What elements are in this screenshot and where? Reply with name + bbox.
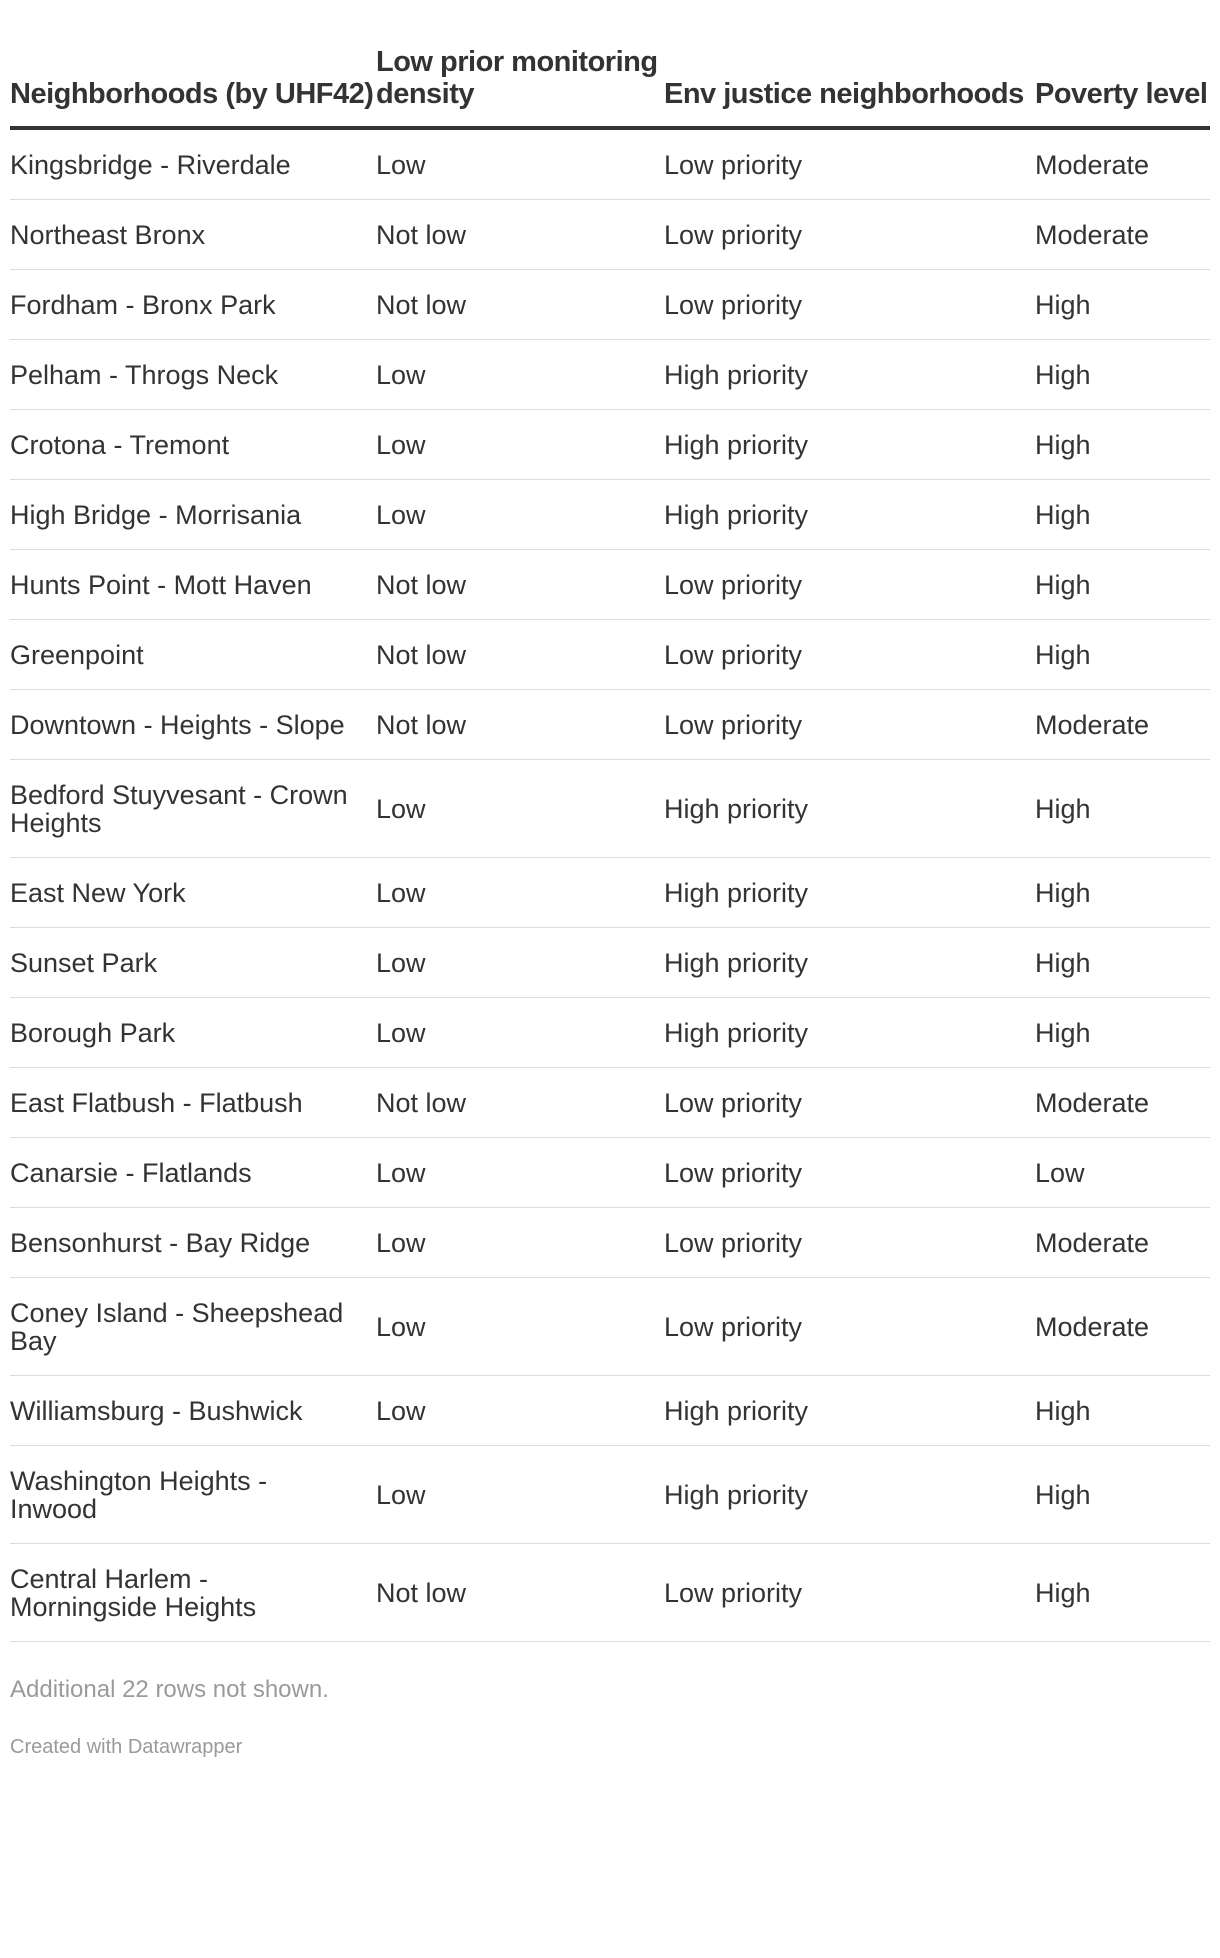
cell-poverty-level: Low <box>1035 1138 1210 1208</box>
cell-monitoring-density: Low <box>376 340 664 410</box>
table-row <box>10 1446 1210 1544</box>
cell-monitoring-density: Low <box>376 1376 664 1446</box>
table-row <box>10 1544 1210 1642</box>
cell-poverty-level: High <box>1035 1446 1210 1544</box>
table-body <box>10 128 1210 1642</box>
cell-poverty-level: Moderate <box>1035 1208 1210 1278</box>
table-row <box>10 760 1210 858</box>
datawrapper-credit[interactable]: Created with Datawrapper <box>10 1736 243 1758</box>
cell-poverty-level: Moderate <box>1035 690 1210 760</box>
cell-env-justice: High priority <box>664 760 1035 858</box>
cell-env-justice: High priority <box>664 858 1035 928</box>
cell-poverty-level: High <box>1035 928 1210 998</box>
cell-neighborhood: Borough Park <box>10 998 376 1068</box>
cell-neighborhood: Bensonhurst - Bay Ridge <box>10 1208 376 1278</box>
table-row <box>10 928 1210 998</box>
cell-poverty-level: High <box>1035 550 1210 620</box>
table-row <box>10 200 1210 270</box>
cell-env-justice: High priority <box>664 1376 1035 1446</box>
cell-neighborhood: Washington Heights - Inwood <box>10 1446 376 1544</box>
cell-env-justice: Low priority <box>664 690 1035 760</box>
column-header-poverty-level[interactable]: Poverty level <box>1035 0 1210 128</box>
table-row <box>10 998 1210 1068</box>
cell-poverty-level: High <box>1035 480 1210 550</box>
table-row <box>10 550 1210 620</box>
cell-neighborhood: Bedford Stuyvesant - Crown Heights <box>10 760 376 858</box>
table-row <box>10 1376 1210 1446</box>
cell-poverty-level: High <box>1035 410 1210 480</box>
table-row <box>10 1208 1210 1278</box>
cell-env-justice: Low priority <box>664 270 1035 340</box>
cell-poverty-level: High <box>1035 620 1210 690</box>
table-row <box>10 690 1210 760</box>
cell-env-justice: High priority <box>664 998 1035 1068</box>
cell-env-justice: High priority <box>664 340 1035 410</box>
cell-monitoring-density: Not low <box>376 690 664 760</box>
cell-monitoring-density: Low <box>376 128 664 200</box>
table-row <box>10 1278 1210 1376</box>
table-header <box>10 0 1210 128</box>
cell-poverty-level: High <box>1035 998 1210 1068</box>
cell-poverty-level: High <box>1035 340 1210 410</box>
table-row <box>10 270 1210 340</box>
header-row <box>10 0 1210 128</box>
cell-neighborhood: Canarsie - Flatlands <box>10 1138 376 1208</box>
cell-monitoring-density: Not low <box>376 620 664 690</box>
cell-neighborhood: Fordham - Bronx Park <box>10 270 376 340</box>
cell-monitoring-density: Not low <box>376 1068 664 1138</box>
cell-neighborhood: Sunset Park <box>10 928 376 998</box>
cell-env-justice: Low priority <box>664 1278 1035 1376</box>
cell-poverty-level: High <box>1035 760 1210 858</box>
cell-poverty-level: High <box>1035 270 1210 340</box>
cell-monitoring-density: Low <box>376 1446 664 1544</box>
cell-neighborhood: East Flatbush - Flatbush <box>10 1068 376 1138</box>
cell-neighborhood: High Bridge - Morrisania <box>10 480 376 550</box>
cell-poverty-level: Moderate <box>1035 200 1210 270</box>
cell-env-justice: Low priority <box>664 1208 1035 1278</box>
table-row <box>10 858 1210 928</box>
cell-neighborhood: Downtown - Heights - Slope <box>10 690 376 760</box>
cell-env-justice: Low priority <box>664 1544 1035 1642</box>
table-row <box>10 1068 1210 1138</box>
cell-env-justice: Low priority <box>664 550 1035 620</box>
cell-neighborhood: East New York <box>10 858 376 928</box>
table-row <box>10 620 1210 690</box>
cell-poverty-level: Moderate <box>1035 1068 1210 1138</box>
cell-neighborhood: Williamsburg - Bushwick <box>10 1376 376 1446</box>
cell-neighborhood: Greenpoint <box>10 620 376 690</box>
table-row <box>10 410 1210 480</box>
table-row <box>10 480 1210 550</box>
cell-monitoring-density: Low <box>376 858 664 928</box>
cell-monitoring-density: Low <box>376 760 664 858</box>
cell-neighborhood: Northeast Bronx <box>10 200 376 270</box>
cell-monitoring-density: Low <box>376 1138 664 1208</box>
cell-poverty-level: High <box>1035 1544 1210 1642</box>
cell-monitoring-density: Low <box>376 1278 664 1376</box>
cell-neighborhood: Pelham - Throgs Neck <box>10 340 376 410</box>
cell-neighborhood: Kingsbridge - Riverdale <box>10 128 376 200</box>
cell-monitoring-density: Low <box>376 1208 664 1278</box>
cell-env-justice: Low priority <box>664 620 1035 690</box>
cell-env-justice: High priority <box>664 410 1035 480</box>
cell-env-justice: Low priority <box>664 128 1035 200</box>
column-header-env-justice[interactable]: Env justice neighborhoods <box>664 0 1035 128</box>
cell-monitoring-density: Not low <box>376 1544 664 1642</box>
table-row <box>10 1138 1210 1208</box>
table-row <box>10 128 1210 200</box>
data-table <box>10 0 1210 1642</box>
cell-poverty-level: Moderate <box>1035 128 1210 200</box>
cell-env-justice: High priority <box>664 1446 1035 1544</box>
cell-monitoring-density: Not low <box>376 270 664 340</box>
cell-neighborhood: Crotona - Tremont <box>10 410 376 480</box>
column-header-monitoring-density[interactable]: Low prior monitoring density <box>376 0 664 128</box>
cell-monitoring-density: Not low <box>376 550 664 620</box>
cell-monitoring-density: Low <box>376 480 664 550</box>
cell-neighborhood: Central Harlem - Morningside Heights <box>10 1544 376 1642</box>
cell-poverty-level: High <box>1035 858 1210 928</box>
cell-neighborhood: Coney Island - Sheepshead Bay <box>10 1278 376 1376</box>
cell-neighborhood: Hunts Point - Mott Haven <box>10 550 376 620</box>
cell-monitoring-density: Low <box>376 410 664 480</box>
cell-poverty-level: Moderate <box>1035 1278 1210 1376</box>
cell-env-justice: Low priority <box>664 1068 1035 1138</box>
cell-monitoring-density: Not low <box>376 200 664 270</box>
table-row <box>10 340 1210 410</box>
cell-monitoring-density: Low <box>376 928 664 998</box>
cell-env-justice: High priority <box>664 480 1035 550</box>
cell-monitoring-density: Low <box>376 998 664 1068</box>
cell-env-justice: Low priority <box>664 1138 1035 1208</box>
cell-env-justice: High priority <box>664 928 1035 998</box>
table-notes: Additional 22 rows not shown. <box>10 1676 329 1703</box>
cell-env-justice: Low priority <box>664 200 1035 270</box>
column-header-neighborhood[interactable]: Neighborhoods (by UHF42) <box>10 0 376 128</box>
cell-poverty-level: High <box>1035 1376 1210 1446</box>
